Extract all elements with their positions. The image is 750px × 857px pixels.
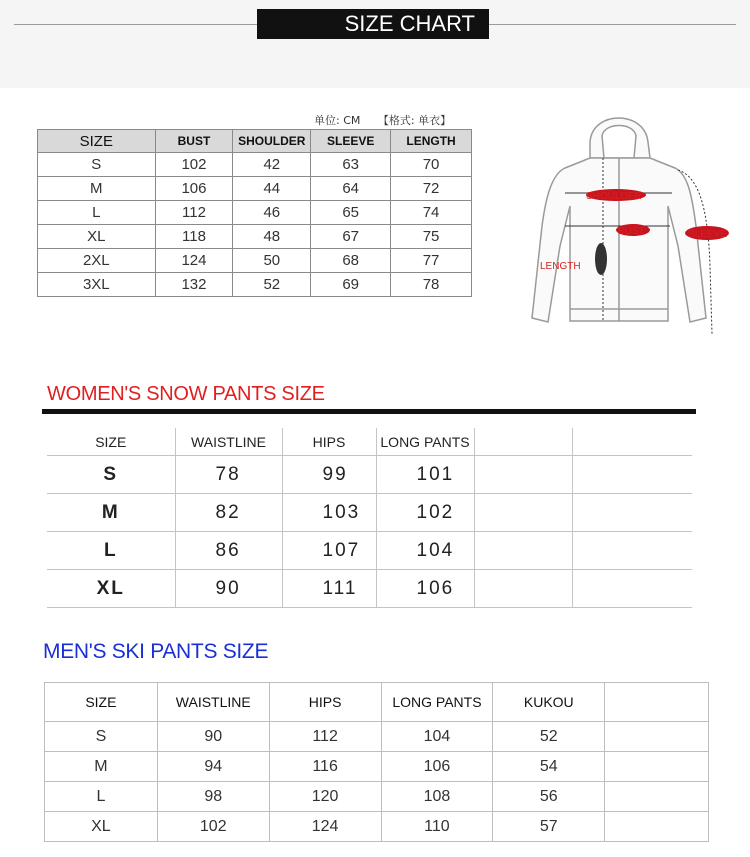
column-header: SLEEVE xyxy=(311,130,391,153)
table-row xyxy=(38,273,472,297)
shoulder-label: SHOULDER xyxy=(586,191,642,202)
table-cell: 86 xyxy=(175,532,282,570)
table-row xyxy=(38,153,472,177)
table-cell: 54 xyxy=(493,752,605,782)
table-cell: 103 xyxy=(282,494,376,532)
column-header: LONG PANTS xyxy=(376,428,474,456)
column-header: BUST xyxy=(155,130,233,153)
unit-label: 单位: CM xyxy=(314,114,361,127)
table-cell: 111 xyxy=(282,570,376,608)
table-cell: 82 xyxy=(175,494,282,532)
table-cell: 108 xyxy=(381,782,493,812)
length-marker xyxy=(595,243,607,275)
table-row xyxy=(45,752,709,782)
column-header: SIZE xyxy=(47,428,175,456)
table-cell: 67 xyxy=(311,225,391,249)
table-cell: 99 xyxy=(282,456,376,494)
table-cell: 112 xyxy=(269,722,381,752)
table-row xyxy=(47,494,692,532)
column-header: WAISTLINE xyxy=(157,683,269,722)
table-cell: XL xyxy=(38,225,156,249)
table-cell-empty xyxy=(605,683,709,722)
column-header: LENGTH xyxy=(391,130,472,153)
table-cell: L xyxy=(38,201,156,225)
table-cell: 44 xyxy=(233,177,311,201)
table-cell: 68 xyxy=(311,249,391,273)
table-cell-empty xyxy=(572,428,692,456)
sleeve-label: SLEEVE xyxy=(688,229,727,240)
table-cell: 102 xyxy=(157,812,269,842)
table-cell: 124 xyxy=(269,812,381,842)
table-cell: 106 xyxy=(155,177,233,201)
table-cell: 3XL xyxy=(38,273,156,297)
table-cell-empty xyxy=(474,428,572,456)
unit-note xyxy=(314,112,465,128)
jacket-outline xyxy=(532,118,706,322)
table-cell: 65 xyxy=(311,201,391,225)
table-cell: XL xyxy=(47,570,175,608)
men-size-table xyxy=(44,682,709,842)
table-cell: 90 xyxy=(157,722,269,752)
table-cell: 2XL xyxy=(38,249,156,273)
table-cell: XL xyxy=(45,812,158,842)
table-cell: 106 xyxy=(376,570,474,608)
table-cell: 72 xyxy=(391,177,472,201)
table-cell: M xyxy=(47,494,175,532)
table-row xyxy=(38,177,472,201)
table-cell: 42 xyxy=(233,153,311,177)
table-cell: 52 xyxy=(233,273,311,297)
table-cell: 120 xyxy=(269,782,381,812)
table-cell: 118 xyxy=(155,225,233,249)
table-cell: M xyxy=(45,752,158,782)
table-header-row xyxy=(45,683,709,722)
table-cell: 112 xyxy=(155,201,233,225)
table-cell-empty xyxy=(474,456,572,494)
table-cell: L xyxy=(47,532,175,570)
column-header: KUKOU xyxy=(493,683,605,722)
table-cell-empty xyxy=(605,782,709,812)
table-cell: 110 xyxy=(381,812,493,842)
table-cell: 107 xyxy=(282,532,376,570)
table-cell: 106 xyxy=(381,752,493,782)
table-cell: 104 xyxy=(381,722,493,752)
table-cell: 98 xyxy=(157,782,269,812)
table-row xyxy=(38,201,472,225)
column-header: SIZE xyxy=(45,683,158,722)
column-header: HIPS xyxy=(282,428,376,456)
table-cell: 63 xyxy=(311,153,391,177)
section-divider xyxy=(42,409,696,414)
table-cell-empty xyxy=(605,752,709,782)
table-cell: 70 xyxy=(391,153,472,177)
table-cell-empty xyxy=(572,532,692,570)
table-row xyxy=(45,722,709,752)
table-cell: 104 xyxy=(376,532,474,570)
table-cell: 78 xyxy=(391,273,472,297)
table-cell: 102 xyxy=(376,494,474,532)
table-row xyxy=(38,225,472,249)
table-cell: 78 xyxy=(175,456,282,494)
table-cell: 57 xyxy=(493,812,605,842)
table-row xyxy=(45,782,709,812)
table-cell-empty xyxy=(474,532,572,570)
length-label: LENGTH xyxy=(540,261,581,272)
table-cell: 101 xyxy=(376,456,474,494)
table-cell-empty xyxy=(572,570,692,608)
table-cell: 56 xyxy=(493,782,605,812)
table-cell-empty xyxy=(474,570,572,608)
jacket-measurement-diagram xyxy=(520,96,742,341)
table-cell: 90 xyxy=(175,570,282,608)
table-cell: 116 xyxy=(269,752,381,782)
table-cell-empty xyxy=(605,722,709,752)
table-row xyxy=(47,456,692,494)
table-cell: 64 xyxy=(311,177,391,201)
table-cell: 52 xyxy=(493,722,605,752)
column-header: SHOULDER xyxy=(233,130,311,153)
column-header: SIZE xyxy=(38,130,156,153)
table-cell: 77 xyxy=(391,249,472,273)
table-cell: 102 xyxy=(155,153,233,177)
table-cell: 48 xyxy=(233,225,311,249)
jacket-size-table xyxy=(37,129,472,297)
column-header: LONG PANTS xyxy=(381,683,493,722)
men-section-title: MEN'S SKI PANTS SIZE xyxy=(43,640,269,663)
table-cell: 132 xyxy=(155,273,233,297)
table-cell-empty xyxy=(572,456,692,494)
format-label: 【格式: 单衣】 xyxy=(377,114,452,127)
table-row xyxy=(47,570,692,608)
table-cell: 69 xyxy=(311,273,391,297)
table-row xyxy=(47,532,692,570)
table-cell: 124 xyxy=(155,249,233,273)
table-cell: S xyxy=(47,456,175,494)
table-cell: 75 xyxy=(391,225,472,249)
table-row xyxy=(45,812,709,842)
table-cell: S xyxy=(45,722,158,752)
table-cell: 94 xyxy=(157,752,269,782)
women-size-table xyxy=(47,428,692,608)
table-cell: 74 xyxy=(391,201,472,225)
page-title: SIZE CHART xyxy=(257,9,489,39)
table-cell: L xyxy=(45,782,158,812)
column-header: HIPS xyxy=(269,683,381,722)
table-cell: 46 xyxy=(233,201,311,225)
table-cell: 50 xyxy=(233,249,311,273)
table-row xyxy=(38,249,472,273)
women-section-title: WOMEN'S SNOW PANTS SIZE xyxy=(47,383,325,405)
bust-label: BUST xyxy=(618,226,645,237)
table-cell: M xyxy=(38,177,156,201)
table-header-row xyxy=(47,428,692,456)
column-header: WAISTLINE xyxy=(175,428,282,456)
table-header-row xyxy=(38,130,472,153)
table-cell-empty xyxy=(605,812,709,842)
table-cell: S xyxy=(38,153,156,177)
table-cell-empty xyxy=(474,494,572,532)
table-cell-empty xyxy=(572,494,692,532)
